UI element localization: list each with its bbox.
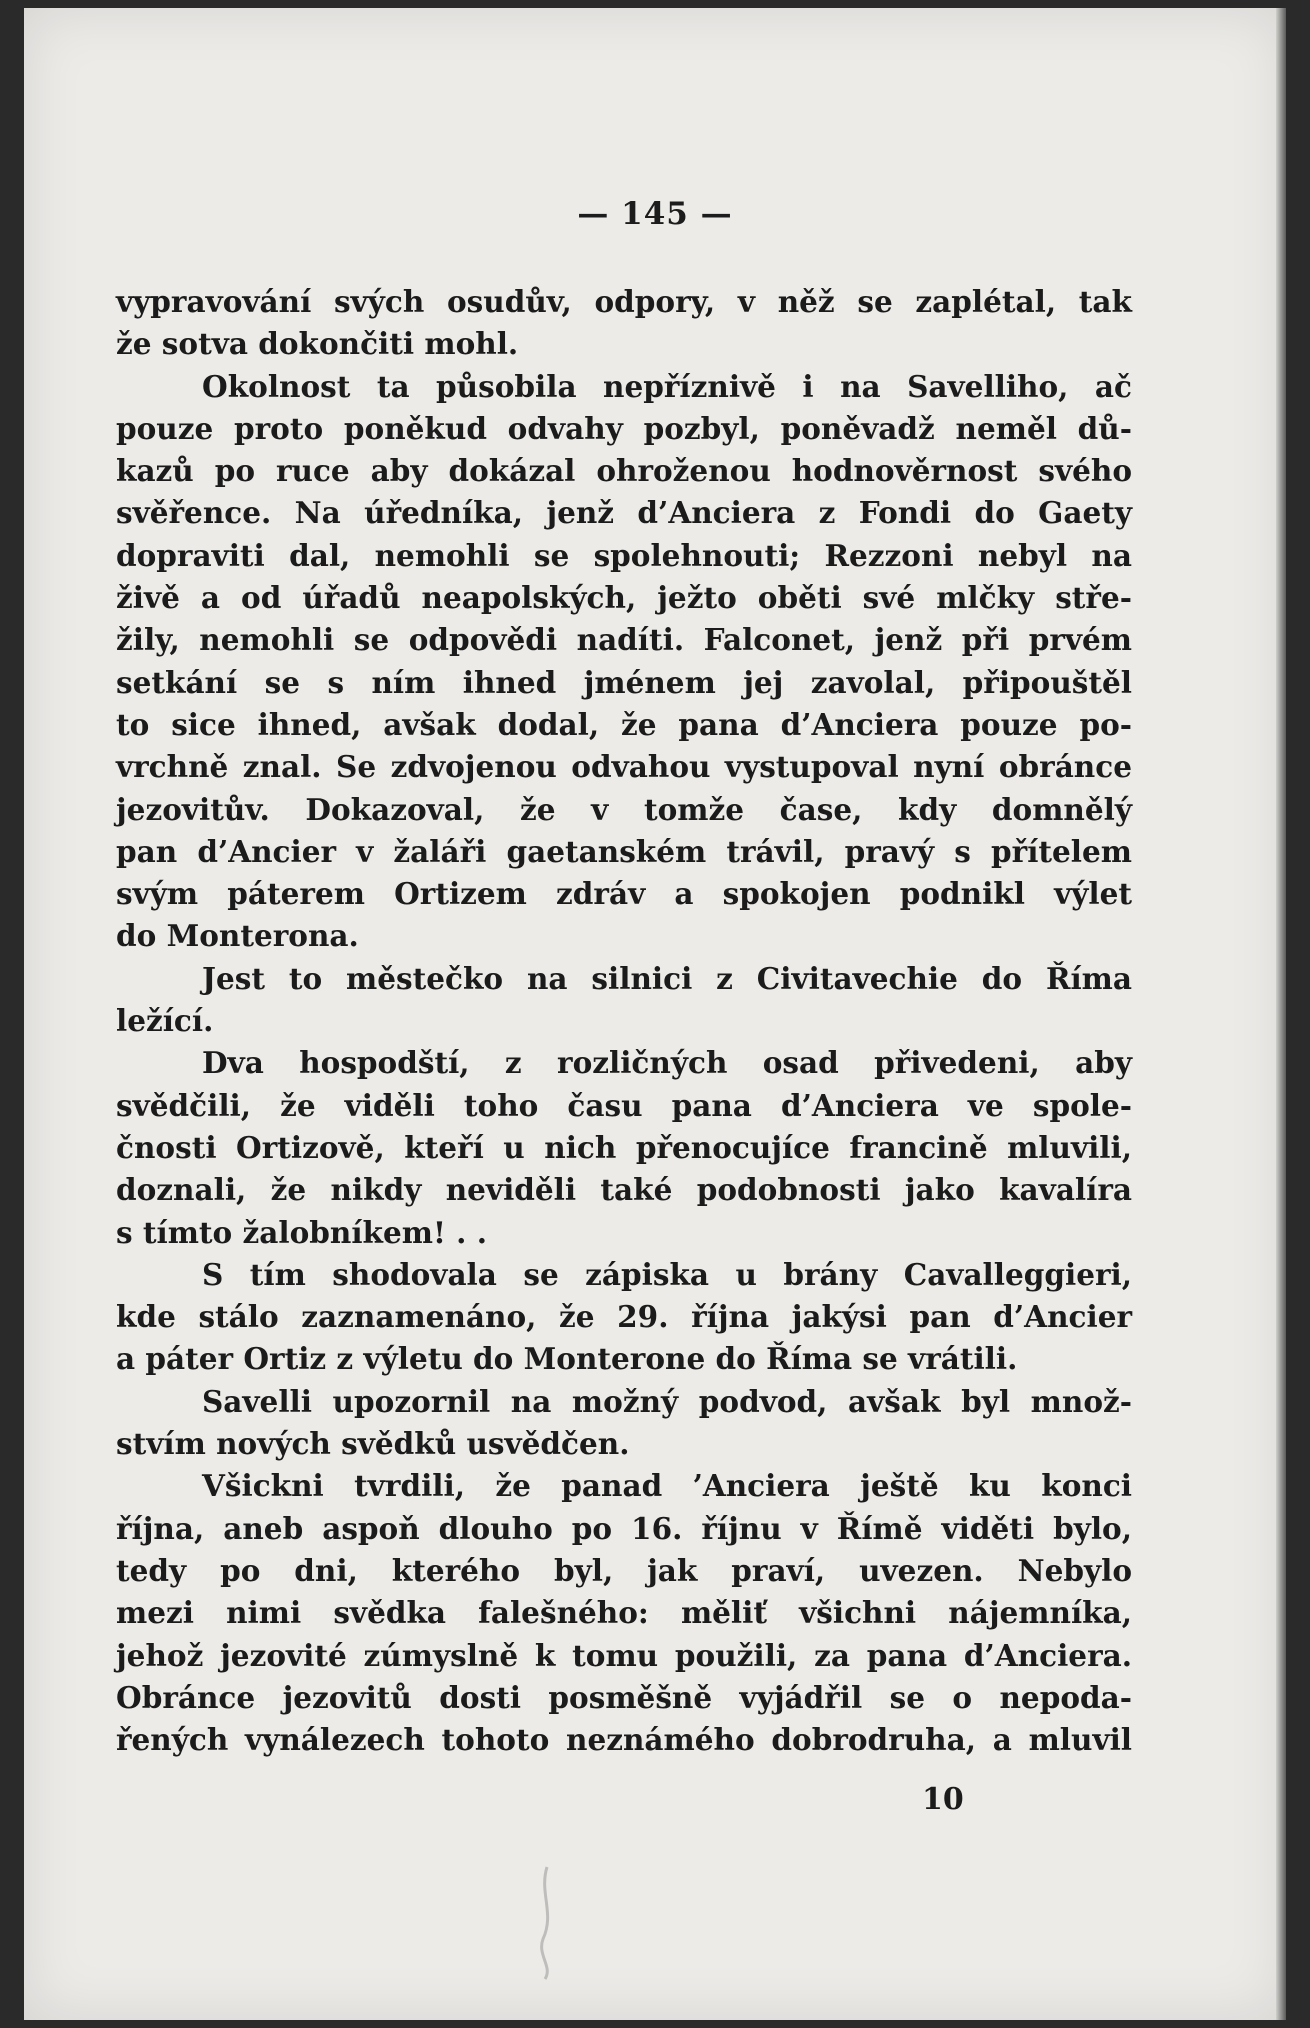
text-line: mezi nimi svědka falešného: měliť všichni nájemníka, [116, 1595, 1132, 1631]
text-line: Jest to městečko na silnici z Civitavechie do Říma [202, 960, 1132, 996]
text-line: svědčili, že viděli toho času pana d’Anciera ve spole- [116, 1087, 1132, 1123]
text-line: Dva hospodští, z rozličných osad přivedeni, aby [202, 1045, 1132, 1081]
text-line: řených vynálezech tohoto neznámého dobrodruha, a mluvil [116, 1722, 1132, 1758]
page-number-header: — 145 — [577, 196, 733, 232]
text-line: října, aneb aspoň dlouho po 16. říjnu v Římě viděti bylo, [116, 1510, 1132, 1546]
text-line: tedy po dni, kterého byl, jak praví, uvezen. Nebylo [116, 1552, 1132, 1588]
text-line: dopraviti dal, nemohli se spolehnouti; Rezzoni nebyl na [116, 537, 1132, 573]
text-line: čnosti Ortizově, kteří u nich přenocujíce francině mluvili, [116, 1129, 1132, 1165]
text-line: Obránce jezovitů dosti posměšně vyjádřil se o nepoda- [116, 1679, 1132, 1715]
text-line: vypravování svých osudův, odpory, v něž se zaplétal, tak [116, 284, 1132, 319]
text-line: a páter Ortiz z výletu do Monterone do Říma se vrátili. [116, 1341, 1018, 1377]
signature-mark: 10 [922, 1782, 964, 1817]
text-line: kde stálo zaznamenáno, že 29. října jakýsi pan d’Ancier [116, 1299, 1132, 1335]
text-line: stvím nových svědků usvědčen. [116, 1426, 630, 1462]
text-line: žily, nemohli se odpovědi nadíti. Falconet, jenž při prvém [116, 622, 1132, 658]
text-line: Okolnost ta působila nepříznivě i na Savelliho, ač [202, 368, 1132, 404]
text-line: doznali, že nikdy neviděli také podobnosti jako kavalíra [116, 1172, 1132, 1208]
text-line: svěřence. Na úředníka, jenž d’Anciera z Fondi do Gaety [116, 495, 1132, 531]
text-line: S tím shodovala se zápiska u brány Cavalleggieri, [202, 1256, 1132, 1292]
text-line: kazů po ruce aby dokázal ohroženou hodnověrnost svého [116, 453, 1132, 489]
text-line: do Monterona. [116, 918, 359, 954]
text-line: pouze proto poněkud odvahy pozbyl, poněvadž neměl dů- [116, 410, 1132, 446]
text-line: pan d’Ancier v žaláři gaetanském trávil, pravý s přítelem [116, 833, 1132, 869]
text-line: jehož jezovité zúmyslně k tomu použili, za pana d’Anciera. [116, 1637, 1132, 1673]
text-line: že sotva dokončiti mohl. [116, 326, 519, 362]
text-line: jezovitův. Dokazoval, že v tomže čase, kdy domnělý [116, 791, 1132, 827]
text-line: Všickni tvrdili, že panad ’Anciera ještě ku konci [202, 1468, 1132, 1504]
page-spine-edge [1276, 8, 1286, 2020]
text-line: Savelli upozornil na možný podvod, avšak byl množ- [202, 1383, 1132, 1419]
text-line: ležící. [116, 1003, 214, 1039]
text-line: s tímto žalobníkem! . . [116, 1214, 487, 1250]
library-stamp-mark [529, 1863, 565, 1983]
text-line: vrchně znal. Se zdvojenou odvahou vystupoval nyní obránce [116, 749, 1132, 785]
book-page [24, 8, 1286, 2020]
text-line: živě a od úřadů neapolských, ježto oběti své mlčky stře- [116, 580, 1132, 616]
text-line: to sice ihned, avšak dodal, že pana d’Anciera pouze po- [116, 706, 1132, 742]
text-line: setkání se s ním ihned jménem jej zavolal, připouštěl [116, 664, 1132, 700]
body-text [116, 281, 1132, 1761]
text-line: svým páterem Ortizem zdráv a spokojen podnikl výlet [116, 876, 1132, 912]
